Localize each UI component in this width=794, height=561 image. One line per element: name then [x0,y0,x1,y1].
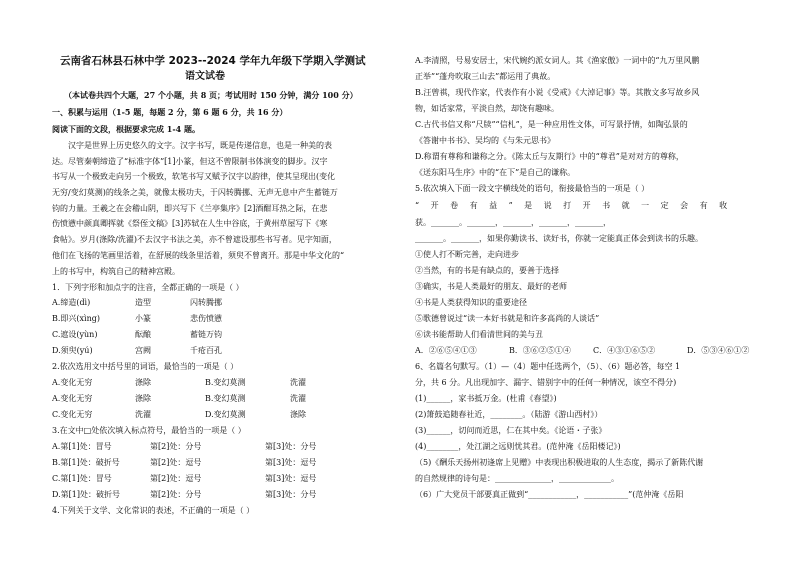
option: A.变化无穷 [52,378,93,387]
option: B.第[1]处：破折号 [52,458,120,467]
option: 小篆 [135,314,151,323]
passage-line: 伤愤懑中颜真卿挥就《祭侄文稿》[3]苏轼在人生中谷底，于黄州草屋写下《寒 [52,219,328,228]
list-item: ①使人打不断完善，走向进步 [415,250,519,259]
question-1: 1．下列字形和加点字的注音，全都正确的一项是（ ） [52,283,244,292]
option: 洗濯 [290,378,306,387]
option: 第[2]处：逗号 [150,474,202,483]
option: 第[3]处：逗号 [265,458,317,467]
list-item: ⑥读书能帮助人们看清世间的美与丑 [415,330,543,339]
option: B.变幻莫测 [205,394,246,403]
option: A．②⑥⑤④①③ [415,346,477,355]
option: C．④③①⑥⑤② [593,346,656,355]
fill-item: （5)《酬乐天扬州初逢席上见赠》中表现出积极进取的人生态度，揭示了新陈代谢 [415,458,704,467]
option-line: 《送东阳马生序》中的“在下”是自己的谦称。 [415,168,576,177]
option: 闪转腾挪 [190,298,222,307]
option: C.变化无穷 [52,410,93,419]
question-4: 4.下列关于文学、文化常识的表述，不正确的一项是（ ） [52,506,255,515]
option: D．⑤③④⑥①② [687,346,750,355]
question-5-quote: “开卷有益”是说打开书就一定会有收 [415,201,739,210]
question-2: 2.依次选用文中括号里的词语，最恰当的一项是（ ） [52,362,239,371]
passage-line: 食帖》。岁月(涤除/洗濯)不去汉字书法之美，亦不曾遮设那些书写者。见字知面， [52,235,337,244]
question-5-line: 获。_______。_______，_______，_______，_______， [415,218,611,227]
option: 第[2]处：分号 [150,490,202,499]
section-heading: 一、积累与运用（1-5 题，每题 2 分，第 6 题 6 分，共 16 分） [52,107,288,117]
option: 第[3]处：分号 [265,490,317,499]
option: 千疮百孔 [190,346,222,355]
question-5-line: _______。_______，如果你勤读书、读好书，你就一定能真正体会到读书的乐趣。 [415,234,703,243]
option: 宫阙 [135,346,151,355]
option: 第[2]处：逗号 [150,458,202,467]
option: B.变幻莫测 [205,378,246,387]
passage-line: 无穷/变幻莫测)的线条之美，就像太极功夫，于闪转腾挪、无声无息中产生蓄链万 [52,188,338,197]
option-line: C.古代书信又称“尺牍”“信札”，是一种应用性文体，可写景抒情，如陶弘景的 [415,120,688,129]
list-item: ④书是人类获得知识的重要途径 [415,298,527,307]
option: A.缔造(dì) [52,298,91,307]
fill-item: 的自然规律的诗句是：______________，_____________。 [415,474,619,483]
option: B.即兴(xìng) [52,314,101,323]
passage-line: 他们在飞扬的笔画里活着，在舒展的线条里活着，须臾不曾离开。那是中华文化的“ [52,251,345,260]
option: 造型 [135,298,151,307]
question-3: 3.在文中□处依次填入标点符号，最恰当的一项是（ ） [52,426,246,435]
exam-title: 云南省石林县石林中学 2023--2024 学年九年级下学期入学测试 [60,55,366,67]
exam-subtitle: 语文试卷 [185,71,225,82]
option: B．③⑥②⑤①④ [509,346,571,355]
option-line: B.汪曾祺，现代作家，代表作有小说《受戒》《大淖记事》等。其散文多写故乡风 [415,88,700,97]
passage-line: 汉字是世界上历史悠久的文字。汉字书写，既是传递信息，也是一种美的表 [68,141,332,150]
option-line: A.李清照，号易安居士，宋代婉约派女词人。其《渔家傲》一词中的“九万里风鹏 [415,56,700,65]
option: 蓄链万钧 [190,330,222,339]
question-5: 5.依次填入下面一段文字横线处的语句，衔接最恰当的一项是（ ） [415,184,650,193]
question-6: 分，共 6 分。凡出现加字、漏字、错别字中的任何一种情况，该空不得分) [415,378,677,387]
option: 涤除 [290,410,306,419]
option: 涤除 [135,394,151,403]
passage-line: 书写从一个极致走向另一个极致，软笔书写又赋予汉字以韵律，使其呈现出(变化 [52,172,336,181]
instruction: 阅读下面的文段，根据要求完成 1-4 题。 [52,124,201,134]
option: 第[2]处：分号 [150,442,202,451]
option: 第[3]处：分号 [265,442,317,451]
passage-line: 钧的力量。王羲之在会稽山阴，即兴写下《兰亭集序》[2]酒酣耳热之际，在悲 [52,204,328,213]
fill-item: (2)箫鼓追随春社近，________。（陆游《游山西村》） [415,410,603,419]
option: 洗濯 [290,394,306,403]
option-line: 物，如话家常，平淡自然，却饶有趣味。 [415,104,559,113]
option: D.第[1]处：破折号 [52,490,121,499]
option: 第[3]处：逗号 [265,474,317,483]
exam-note: （本试卷共四个大题，27 个小题，共 8 页；考试用时 150 分钟，满分 100 分） [64,90,358,100]
fill-item: (4)________，处江湖之远则忧其君。(范仲淹《岳阳楼记》) [415,442,621,451]
option: A.第[1]处：冒号 [52,442,112,451]
option: A.变化无穷 [52,394,93,403]
option-line: D.称谓有尊称和谦称之分。《陈太丘与友期行》中的“尊君”是对对方的尊称， [415,152,684,161]
option: D.变幻莫测 [205,410,246,419]
option: 酝酿 [135,330,151,339]
fill-item: (1)______，家书抵万金。(杜甫《春望》) [415,394,557,403]
option: 洗濯 [135,410,151,419]
option: 悲伤愤懑 [190,314,222,323]
option-line: 正举”“蓬舟吹取三山去”都运用了典故。 [415,72,556,81]
list-item: ③确实，书是人类最好的朋友、最好的老师 [415,282,567,291]
question-6: 6、名篇名句默写。（1）—（4）题中任选两个，（5）、（6）题必答，每空 1 [415,362,681,371]
fill-item: (3)______，切问而近思，仁在其中矣。《论语・子张》 [415,426,607,435]
list-item: ②当然，有的书是有缺点的，要善于选择 [415,266,559,275]
fill-item: （6）广大党员干部要真正做到“____________，___________”(范仲淹《岳阳 [415,490,684,499]
option: D.须臾(yú) [52,346,93,355]
list-item: ⑤歌德曾说过“读一本好书就是和许多高尚的人谈话” [415,314,600,323]
passage-line: 上的书写中，构筑自己的精神宫殿。 [52,267,180,276]
option: C.遮设(yùn) [52,330,98,339]
option: C.第[1]处：冒号 [52,474,112,483]
option: 涤除 [135,378,151,387]
option-line: 《答谢中书书》、吴均的《与朱元思书》 [415,136,555,145]
passage-line: 达。尽管秦朝缔造了“标准字体”[1]小篆，但这不曾限制书体演变的脚步。汉字 [52,157,328,166]
